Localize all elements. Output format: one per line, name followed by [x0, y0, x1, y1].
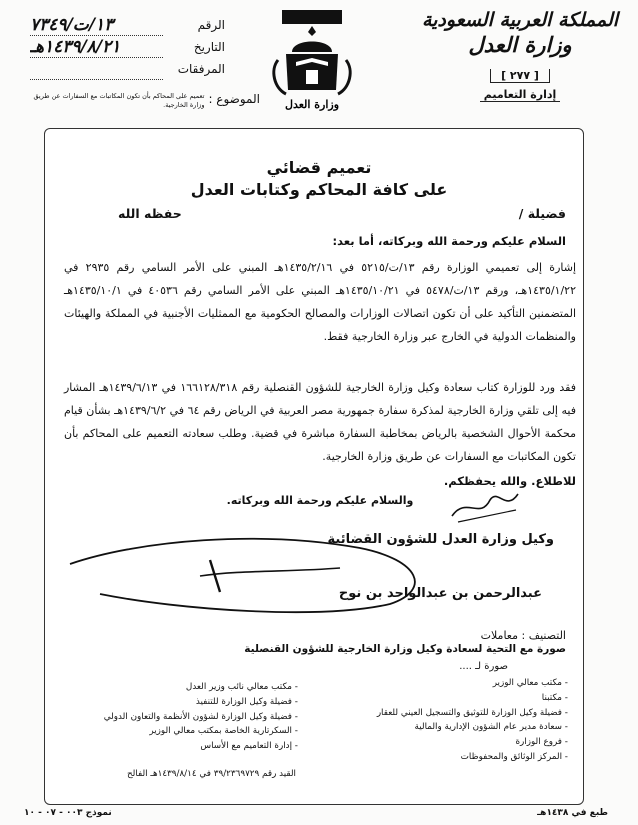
list-item: - فضيلة وكيل الوزارة للتنفيذ: [195, 696, 298, 707]
department-label: إدارة التعاميم: [480, 88, 561, 102]
date-row: [30, 36, 225, 58]
signatory-title: وكيل وزارة العدل للشؤون القضائية: [327, 532, 554, 547]
info-line: للاطلاع. والله يحفظكم.: [443, 474, 576, 488]
list-item: - سعادة مدير عام الشؤون الإدارية والمالية: [414, 722, 568, 733]
attach-label: المرفقات: [177, 62, 225, 76]
list-item: - السكرتارية الخاصة بمكتب معالي الوزير: [149, 726, 298, 737]
list-item: - إدارة التعاميم مع الأساس: [200, 741, 298, 752]
ministry-logo: [256, 8, 368, 116]
form-number: نموذج ٠٠٣ - ٠٧ - ١٠: [24, 808, 112, 818]
paragraph-1: إشارة إلى تعميمي الوزارة رقم ١٣/ت/٥٢١٥ في ١٤٣٥/٢/١٦هـ المبني على الأمر السامي رقم ٢٩٣٥ في ١٤٣٥/١/٢٢هـ، ورقم ١٣/ت/٥٤٧٨ في ١٤٣٥/١٠/٢١هـ المبني على الأمر السامي رقم ٤٠٥٣٦ في ١٤٣٥/١٠/١هـ المتضمنين التأكيد على أن تكون اتصالات الوزارات والمصالح الحكومية مع الممثليات الأجنبية في المملكة والهيئات والمنظمات الدولية في الخارج عبر وزارة الخارجية فقط.: [64, 261, 577, 343]
attach-value: [30, 59, 163, 80]
attach-row: [30, 58, 225, 80]
list-item: - فضيلة وكيل الوزارة لشؤون الأنظمة والتعاون الدولي: [103, 711, 298, 722]
marginal-signature: [446, 486, 526, 530]
doc-title: تعميم قضائي: [266, 158, 372, 177]
subject-row: [30, 92, 260, 110]
ref-row: [30, 14, 225, 36]
classification: التصنيف : معاملات: [480, 629, 566, 642]
logo-text: وزارة العدل: [284, 98, 340, 111]
copy-list-left: [88, 680, 298, 754]
signature-scribble: [60, 520, 450, 624]
subject-value: تعميم على المحاكم بأن تكون المكاتبات مع السفارات عن طريق وزارة الخارجية.: [33, 92, 205, 109]
print-date: طبع في ١٤٣٨هـ: [537, 808, 608, 818]
ref-value: ١٣/ت/٧٣٤٩: [30, 15, 163, 36]
list-item: - مكتب معالي الوزير: [492, 678, 568, 688]
date-value: ١٤٣٩/٨/٢١هـ: [30, 37, 163, 58]
copy-sub: صورة لـ ....: [459, 661, 508, 672]
ref-label: الرقم: [197, 18, 225, 32]
copy-heading: صورة مع التحية لسعادة وكيل وزارة الخارجية للشؤون القنصلية: [244, 643, 566, 655]
addressee: فضيلة /: [518, 206, 566, 221]
list-item: - فضيلة وكيل الوزارة للتوثيق والتسجيل العيني للعقار: [376, 707, 568, 718]
ministry-title: وزارة العدل: [468, 32, 572, 57]
record-number: القيد رقم ٣٩/٢٣٦٩٧٢٩ في ١٤٣٩/٨/١٤هـ الفالح: [126, 769, 296, 779]
list-item: - مكتب معالي نائب وزير العدل: [185, 682, 298, 692]
kingdom-title: المملكة العربية السعودية: [421, 9, 619, 31]
greeting: السلام عليكم ورحمة الله وبركاته، أما بعد:: [332, 234, 566, 248]
reference-block: [30, 14, 225, 80]
closing-line: والسلام عليكم ورحمة الله وبركاته.: [226, 494, 414, 507]
list-item: - المركز الوثائق والمحفوظات: [460, 751, 568, 762]
copy-list-right: [310, 676, 568, 765]
paragraph-2: فقد ورد للوزارة كتاب سعادة وكيل وزارة الخارجية للشؤون القنصلية رقم ١٦٦١٢٨/٣١٨ في ١٤٣٩/٦/١٣هـ المشار فيه إلى تلقي وزارة الخارجية لمذكرة سفارة جمهورية مصر العربية في الرياض رقم ٦٤ في ١٤٣٩/٦/٢هـ بشأن قيام محكمة الأحوال الشخصية بالرياض بمخاطبة السفارة مباشرة في قضية. وطلب سعادته التعميم على المحاكم بأن تكون المكاتبات مع السفارات عن طريق وزارة الخارجية.: [64, 381, 577, 463]
signatory-name: عبدالرحمن بن عبدالواحد بن نوح: [338, 586, 542, 601]
list-item: - فروع الوزارة: [515, 737, 568, 748]
number-box: [ ٢٧٧ ]: [490, 69, 550, 83]
date-label: التاريخ: [193, 40, 225, 54]
letterhead-ministry: [420, 10, 620, 102]
list-item: - مكتبنا: [541, 692, 568, 703]
blessing: حفظه الله: [118, 206, 182, 221]
doc-subtitle: على كافة المحاكم وكتابات العدل: [190, 180, 448, 199]
subject-label: الموضوع :: [208, 92, 260, 106]
